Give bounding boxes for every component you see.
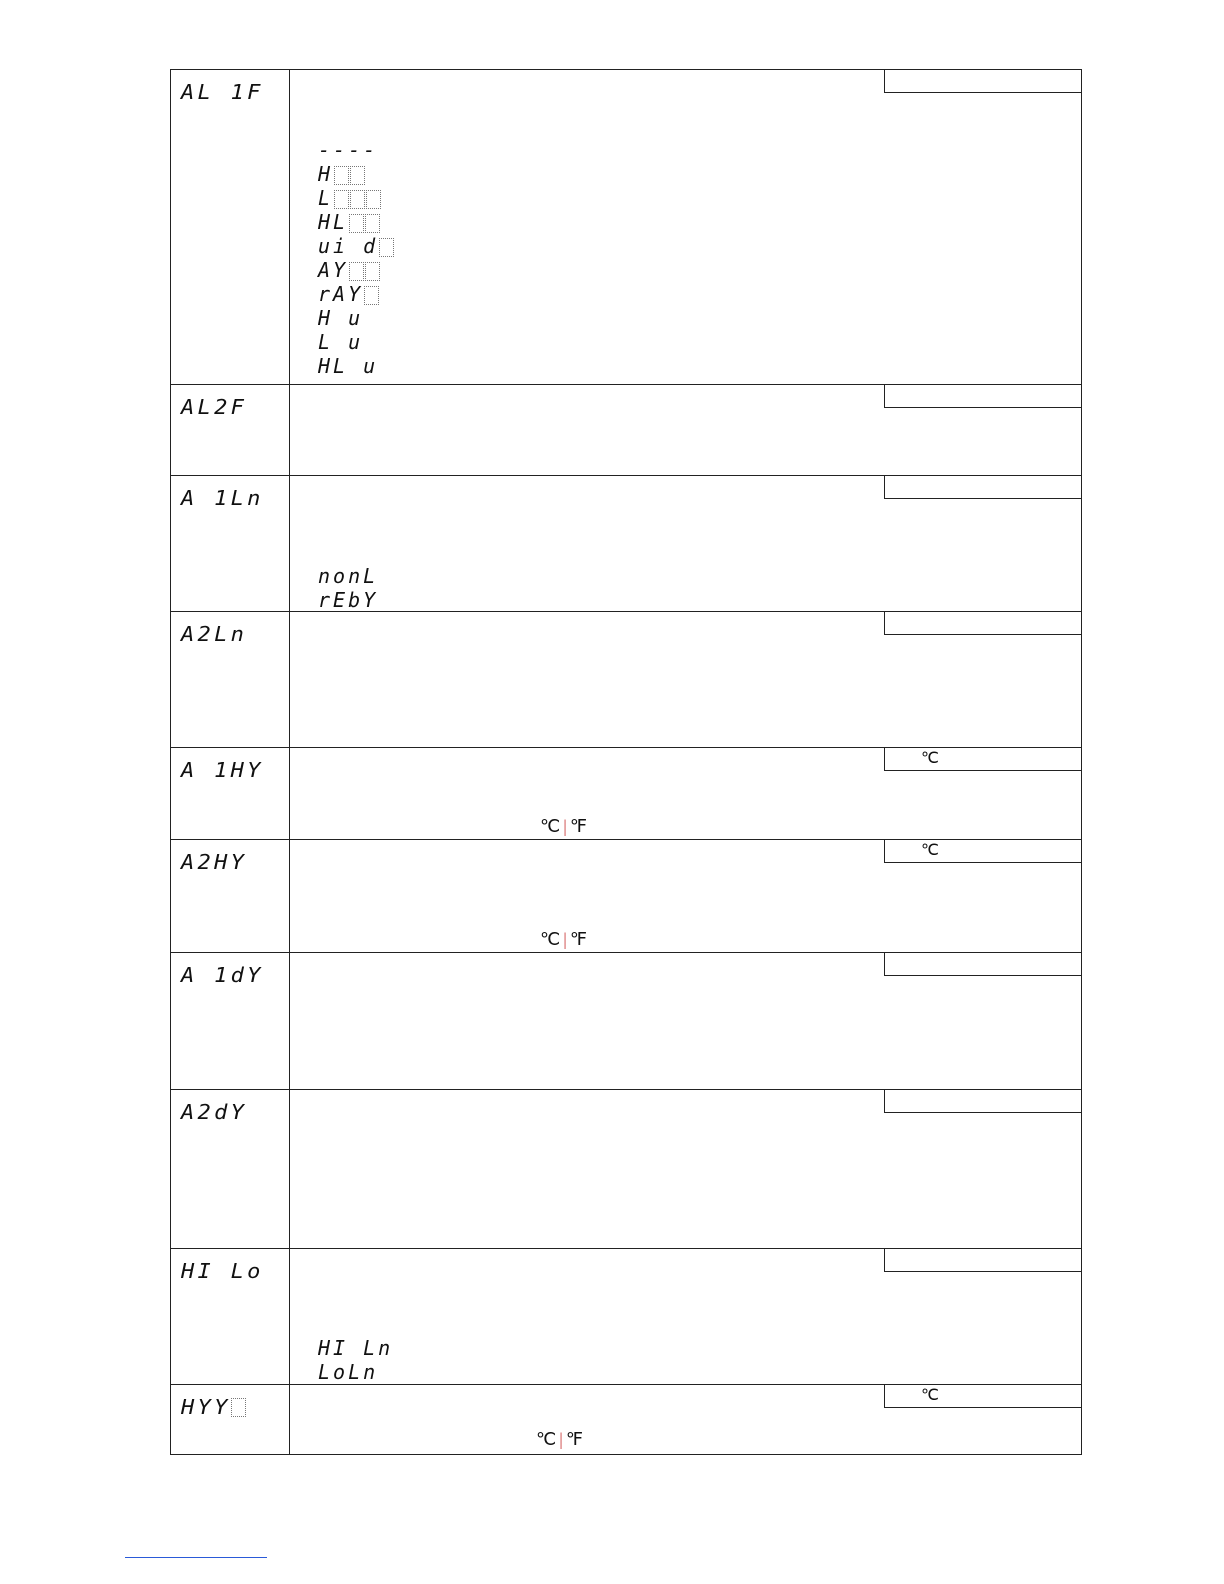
option-list bbox=[318, 138, 394, 378]
code-cell bbox=[171, 953, 290, 1090]
param-code: A 1Ln bbox=[181, 486, 264, 510]
parameter-table bbox=[170, 69, 1082, 1455]
option-item: AY bbox=[318, 258, 394, 282]
param-code: A2dY bbox=[181, 1100, 248, 1124]
table-row bbox=[171, 70, 1082, 385]
default-value-box bbox=[884, 1249, 1081, 1272]
code-cell bbox=[171, 476, 290, 612]
option-item: HL u bbox=[318, 354, 379, 378]
param-code: A2Ln bbox=[181, 622, 248, 646]
description-cell bbox=[290, 840, 1082, 953]
param-code: A 1dY bbox=[181, 963, 264, 987]
option-list bbox=[318, 1336, 393, 1384]
table-row bbox=[171, 612, 1082, 748]
option-item: ui d bbox=[318, 234, 394, 258]
option-item: rEbY bbox=[318, 588, 379, 612]
table-row bbox=[171, 476, 1082, 612]
unit-celsius: ℃ bbox=[540, 929, 561, 949]
table-row bbox=[171, 1385, 1082, 1455]
code-cell bbox=[171, 748, 290, 840]
param-code: HYY bbox=[181, 1395, 231, 1419]
unit-celsius: ℃ bbox=[536, 1429, 557, 1449]
table-row bbox=[171, 385, 1082, 476]
description-cell bbox=[290, 748, 1082, 840]
description-cell bbox=[290, 1385, 1082, 1455]
option-item: ---- bbox=[318, 138, 379, 162]
table-row bbox=[171, 1249, 1082, 1385]
description-cell bbox=[290, 1090, 1082, 1249]
code-cell bbox=[171, 612, 290, 748]
code-cell bbox=[171, 385, 290, 476]
option-item: H u bbox=[318, 306, 364, 330]
code-cell bbox=[171, 1090, 290, 1249]
unit-options: ℃ | ℉ bbox=[536, 1429, 583, 1449]
code-cell bbox=[171, 1385, 290, 1455]
param-code: HI Lo bbox=[181, 1259, 264, 1283]
option-list bbox=[318, 564, 378, 612]
unit-options: ℃ | ℉ bbox=[540, 929, 587, 949]
code-cell bbox=[171, 70, 290, 385]
table-row bbox=[171, 840, 1082, 953]
unit-fahrenheit: ℉ bbox=[569, 929, 587, 949]
option-item: rAY bbox=[318, 282, 394, 306]
default-value-box bbox=[884, 612, 1081, 635]
code-cell bbox=[171, 1249, 290, 1385]
option-item: HI Ln bbox=[318, 1336, 394, 1360]
default-value-box bbox=[884, 476, 1081, 499]
default-value-box bbox=[884, 953, 1081, 976]
unit-celsius: ℃ bbox=[540, 816, 561, 836]
param-code: AL2F bbox=[181, 395, 248, 419]
default-value: ℃ bbox=[921, 842, 939, 859]
description-cell bbox=[290, 612, 1082, 748]
param-code: A2HY bbox=[181, 850, 248, 874]
description-cell bbox=[290, 1249, 1082, 1385]
table-row bbox=[171, 1090, 1082, 1249]
description-cell bbox=[290, 476, 1082, 612]
description-cell bbox=[290, 385, 1082, 476]
param-code: AL 1F bbox=[181, 80, 264, 104]
param-code: A 1HY bbox=[181, 758, 264, 782]
unit-fahrenheit: ℉ bbox=[565, 1429, 583, 1449]
table-row bbox=[171, 953, 1082, 1090]
default-value-box bbox=[884, 385, 1081, 408]
table-row bbox=[171, 748, 1082, 840]
option-item: H bbox=[318, 162, 394, 186]
option-item: L bbox=[318, 186, 394, 210]
default-value: ℃ bbox=[921, 750, 939, 767]
footer-link-underline bbox=[125, 1557, 267, 1558]
code-cell bbox=[171, 840, 290, 953]
option-item: HL bbox=[318, 210, 394, 234]
unit-options: ℃ | ℉ bbox=[540, 816, 587, 836]
default-value-box bbox=[884, 748, 1081, 771]
default-value-box bbox=[884, 840, 1081, 863]
unit-fahrenheit: ℉ bbox=[569, 816, 587, 836]
description-cell bbox=[290, 953, 1082, 1090]
option-item: nonL bbox=[318, 564, 379, 588]
option-item: LoLn bbox=[318, 1360, 379, 1384]
option-item: L u bbox=[318, 330, 364, 354]
default-value-box bbox=[884, 1385, 1081, 1408]
default-value: ℃ bbox=[921, 1387, 939, 1404]
default-value-box bbox=[884, 70, 1081, 93]
default-value-box bbox=[884, 1090, 1081, 1113]
description-cell bbox=[290, 70, 1082, 385]
